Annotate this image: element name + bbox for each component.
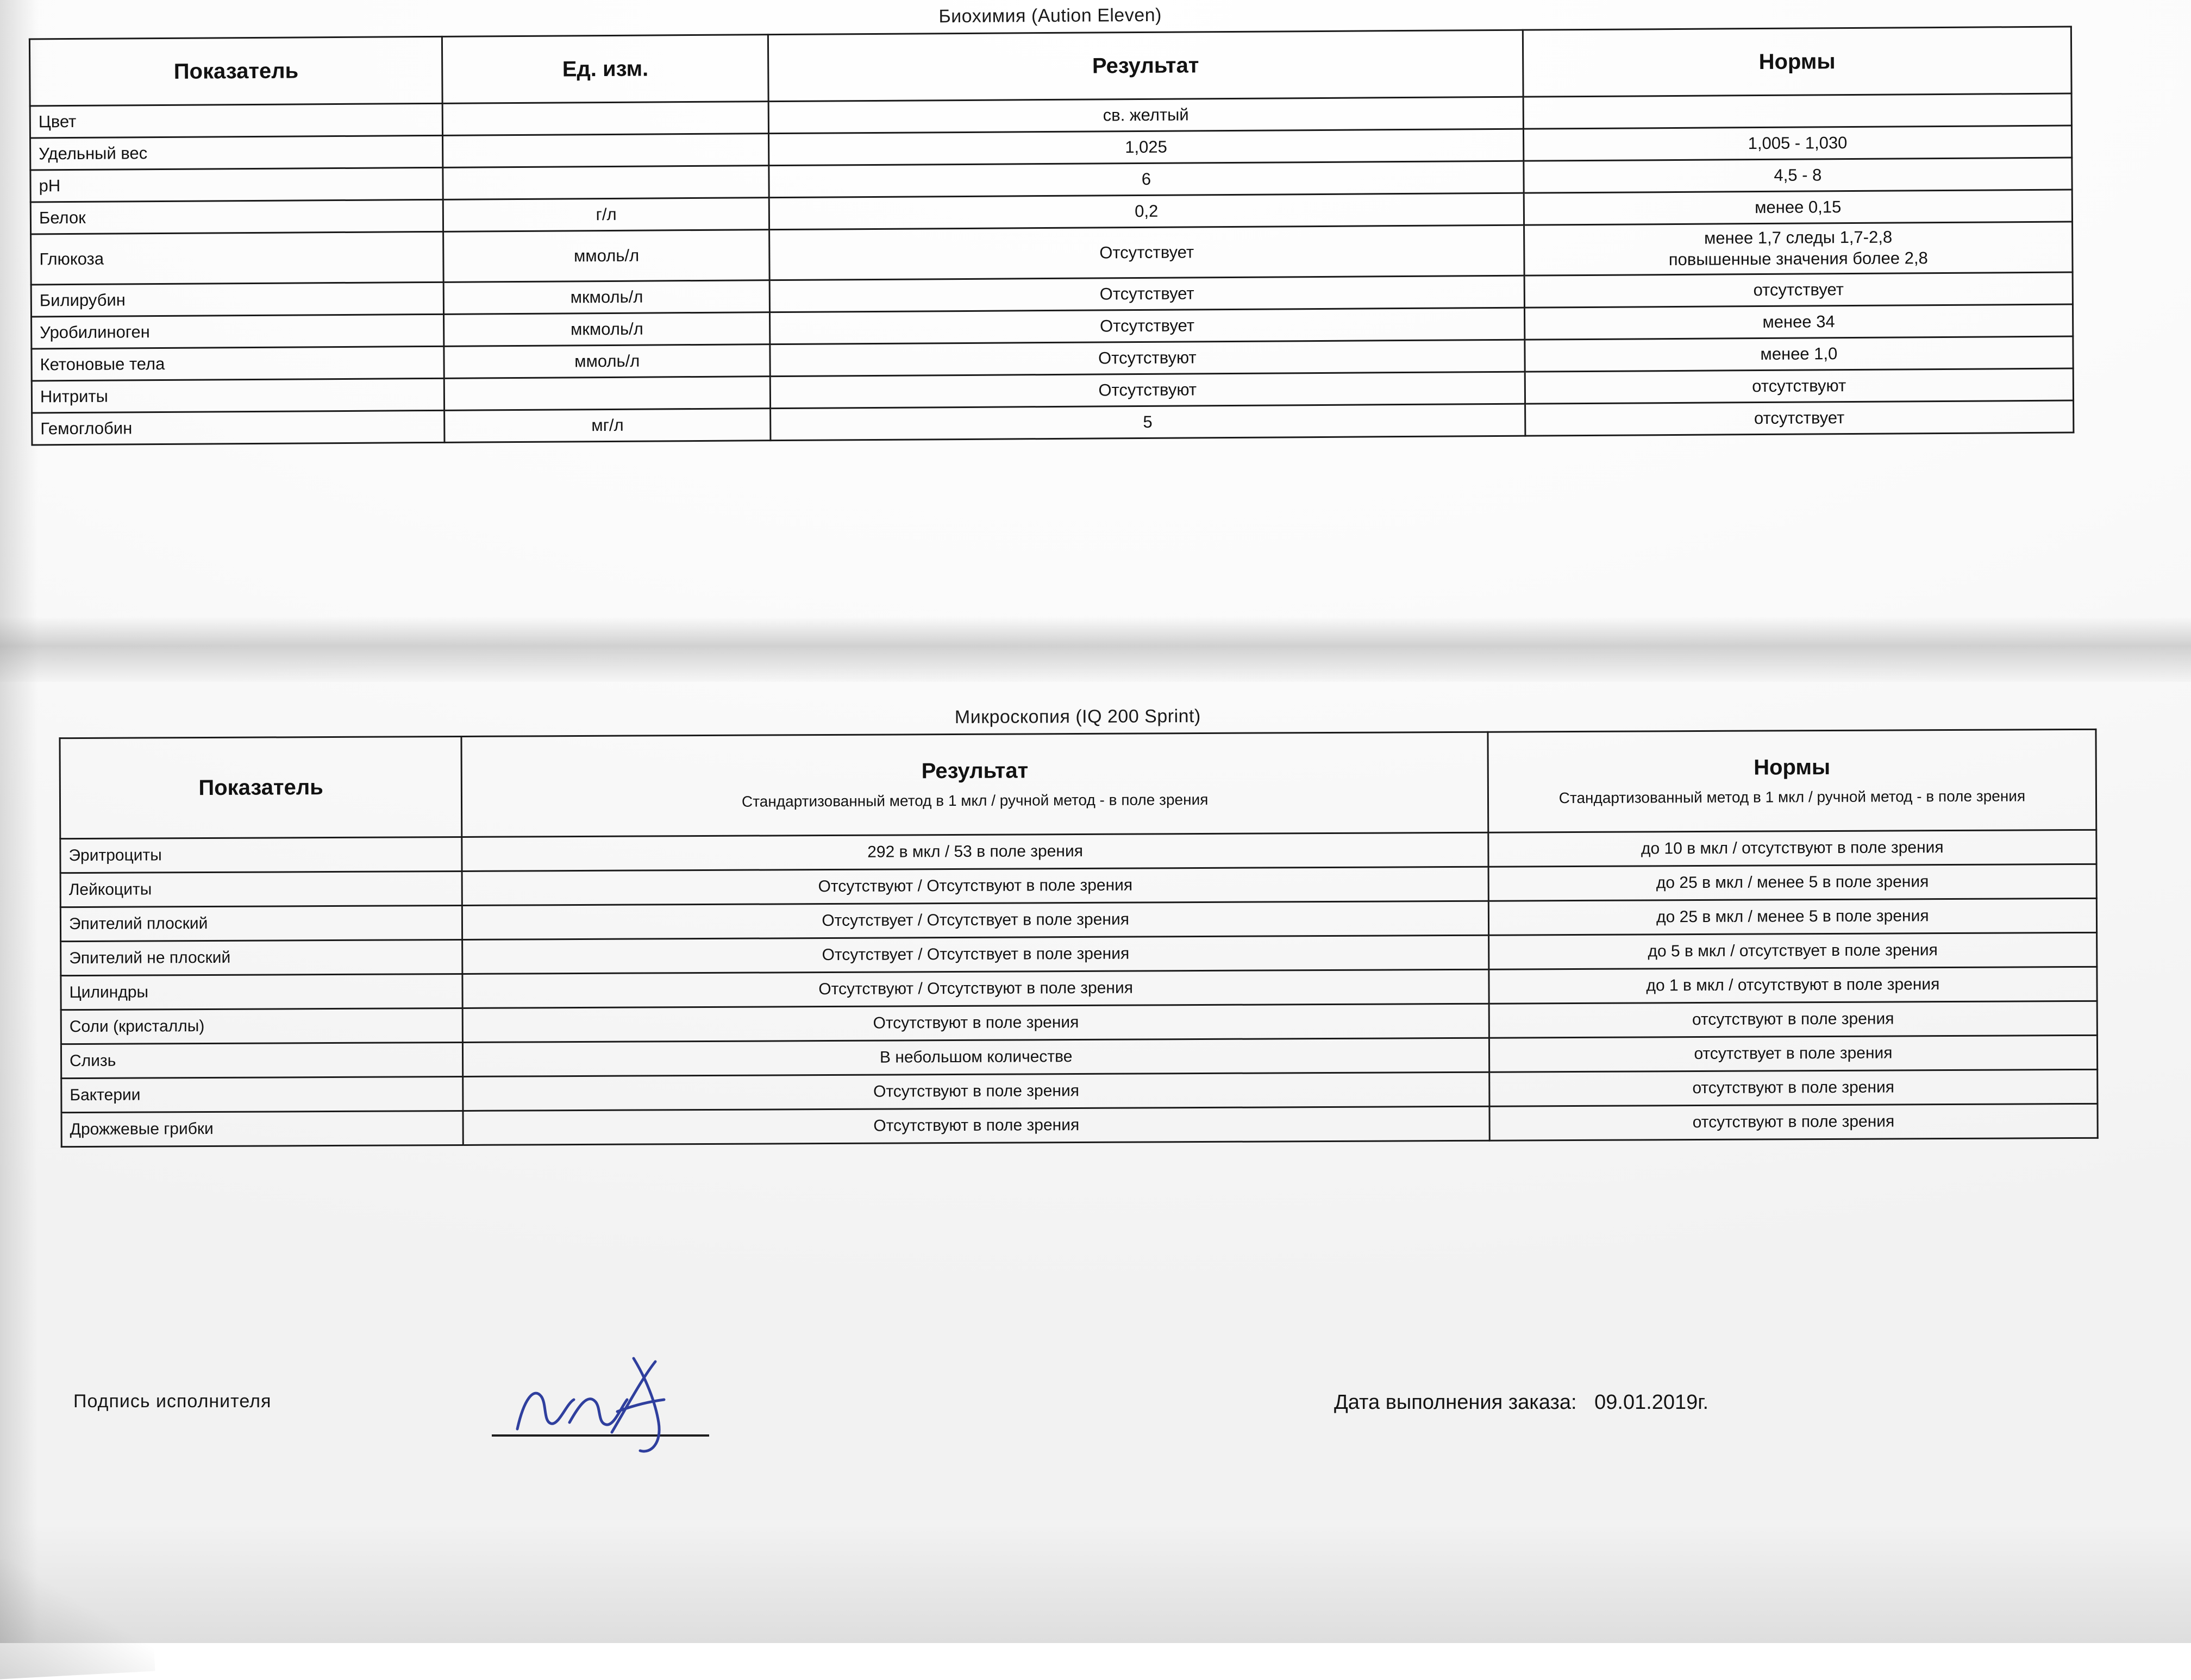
row-indicator: pH — [30, 167, 443, 202]
row-norm: отсутствуют — [1525, 368, 2074, 404]
row-indicator: Дрожжевые грибки — [61, 1111, 464, 1146]
row-norm: отсутствует в поле зрения — [1489, 1035, 2097, 1072]
column-header-norm — [1488, 729, 2096, 832]
row-indicator: Соли (кристаллы) — [61, 1008, 463, 1044]
row-result: Отсутствуют — [770, 340, 1525, 376]
row-norm: до 10 в мкл / отсутствуют в поле зрения — [1488, 830, 2096, 867]
column-header-result-label: Результат — [921, 758, 1029, 783]
row-indicator: Цилиндры — [61, 974, 463, 1010]
biochemistry-title: Биохимия (Aution Eleven) — [938, 4, 1162, 27]
column-header-unit: Ед. изм. — [442, 35, 768, 104]
row-norm-line2: повышенные значения более 2,8 — [1668, 248, 1928, 269]
row-result: св. желтый — [768, 97, 1523, 133]
row-result: Отсутствуют / Отсутствуют в поле зрения — [462, 867, 1489, 905]
row-norm: менее 34 — [1524, 304, 2073, 340]
row-indicator: Кетоновые тела — [32, 346, 445, 381]
row-unit — [445, 376, 771, 410]
column-header-indicator — [60, 736, 462, 838]
row-result: Отсутствует — [769, 225, 1524, 280]
row-indicator: Эритроциты — [60, 837, 462, 873]
row-result: 0,2 — [769, 193, 1524, 229]
row-unit: мг/л — [445, 408, 771, 442]
row-norm-line1: менее 1,7 следы 1,7-2,8 — [1704, 227, 1893, 248]
microscopy-title: Микроскопия (IQ 200 Sprint) — [954, 706, 1201, 728]
row-result: 5 — [771, 404, 1525, 440]
row-unit: ммоль/л — [443, 230, 769, 282]
row-indicator: Цвет — [30, 103, 443, 138]
microscopy-section — [59, 702, 2098, 1148]
row-unit — [443, 134, 769, 168]
row-norm: отсутствуют в поле зрения — [1489, 1001, 2097, 1038]
row-norm: до 25 в мкл / менее 5 в поле зрения — [1488, 898, 2096, 935]
column-header-result: Результат — [768, 30, 1523, 101]
row-result: В небольшом количестве — [463, 1038, 1489, 1076]
row-norm: отсутствуют в поле зрения — [1489, 1104, 2098, 1140]
row-indicator: Удельный вес — [30, 135, 443, 170]
completion-date-value: 09.01.2019г. — [1594, 1391, 1709, 1414]
row-norm: отсутствуют в поле зрения — [1489, 1069, 2098, 1106]
row-norm: отсутствует — [1525, 400, 2074, 436]
row-unit — [443, 166, 769, 200]
table-header-row — [29, 27, 2071, 106]
row-indicator: Бактерии — [61, 1076, 464, 1112]
row-result: 6 — [769, 161, 1524, 197]
row-norm: до 1 в мкл / отсутствуют в поле зрения — [1489, 967, 2097, 1004]
row-unit: мкмоль/л — [444, 312, 770, 346]
row-result: Отсутствует — [769, 275, 1524, 312]
row-indicator: Уробилиноген — [32, 314, 445, 349]
row-indicator: Белок — [30, 199, 443, 234]
microscopy-table — [59, 729, 2098, 1148]
row-result: Отсутствует / Отсутствует в поле зрения — [462, 935, 1489, 974]
row-result: Отсутствует — [769, 308, 1524, 344]
row-indicator: Эпителий не плоский — [61, 939, 463, 975]
column-header-result — [461, 732, 1488, 837]
row-norm: до 5 в мкл / отсутствует в поле зрения — [1488, 932, 2096, 969]
column-header-norm-label: Нормы — [1754, 755, 1831, 780]
completion-date — [1334, 1391, 1708, 1414]
row-indicator: Слизь — [61, 1042, 463, 1078]
column-header-result-sublabel: Стандартизованный метод в 1 мкл / ручной метод - в поле зрения — [741, 791, 1209, 810]
row-norm: 1,005 - 1,030 — [1523, 126, 2072, 161]
row-result: Отсутствуют в поле зрения — [463, 1106, 1489, 1145]
row-result: 1,025 — [768, 129, 1523, 165]
row-unit: г/л — [443, 198, 769, 232]
row-indicator: Нитриты — [32, 378, 445, 413]
column-header-norm-sublabel: Стандартизованный метод в 1 мкл / ручной метод - в поле зрения — [1558, 787, 2026, 807]
row-unit: мкмоль/л — [444, 280, 770, 314]
row-norm: отсутствует — [1524, 272, 2073, 308]
completion-date-label: Дата выполнения заказа: — [1334, 1391, 1577, 1414]
row-result: 292 в мкл / 53 в поле зрения — [462, 832, 1488, 871]
row-norm — [1524, 222, 2073, 275]
row-result: Отсутствует / Отсутствует в поле зрения — [462, 901, 1489, 939]
table-header-row — [60, 729, 2096, 838]
row-norm: менее 1,0 — [1525, 336, 2074, 372]
biochemistry-table — [29, 26, 2075, 446]
row-norm — [1523, 93, 2072, 129]
row-indicator: Билирубин — [31, 282, 444, 317]
document-footer — [0, 1347, 2191, 1489]
signature-line — [492, 1434, 709, 1437]
row-result: Отсутствуют в поле зрения — [463, 1072, 1489, 1111]
column-header-indicator-label: Показатель — [198, 775, 323, 800]
row-indicator: Гемоглобин — [32, 410, 445, 445]
row-result: Отсутствуют в поле зрения — [463, 1004, 1489, 1042]
column-header-norm: Нормы — [1523, 27, 2071, 97]
row-indicator: Лейкоциты — [60, 871, 462, 907]
row-unit — [443, 102, 769, 136]
row-norm: до 25 в мкл / менее 5 в поле зрения — [1488, 864, 2096, 901]
row-norm: 4,5 - 8 — [1524, 158, 2073, 193]
row-result: Отсутствуют — [770, 372, 1525, 408]
column-header-indicator: Показатель — [29, 36, 442, 106]
biochemistry-section — [29, 0, 2075, 446]
row-unit: ммоль/л — [444, 344, 770, 378]
row-indicator: Эпителий плоский — [60, 905, 462, 941]
row-result: Отсутствуют / Отсутствуют в поле зрения — [462, 969, 1489, 1008]
row-indicator: Глюкоза — [31, 231, 444, 284]
signature-label: Подпись исполнителя — [73, 1391, 272, 1412]
row-norm: менее 0,15 — [1524, 190, 2073, 225]
